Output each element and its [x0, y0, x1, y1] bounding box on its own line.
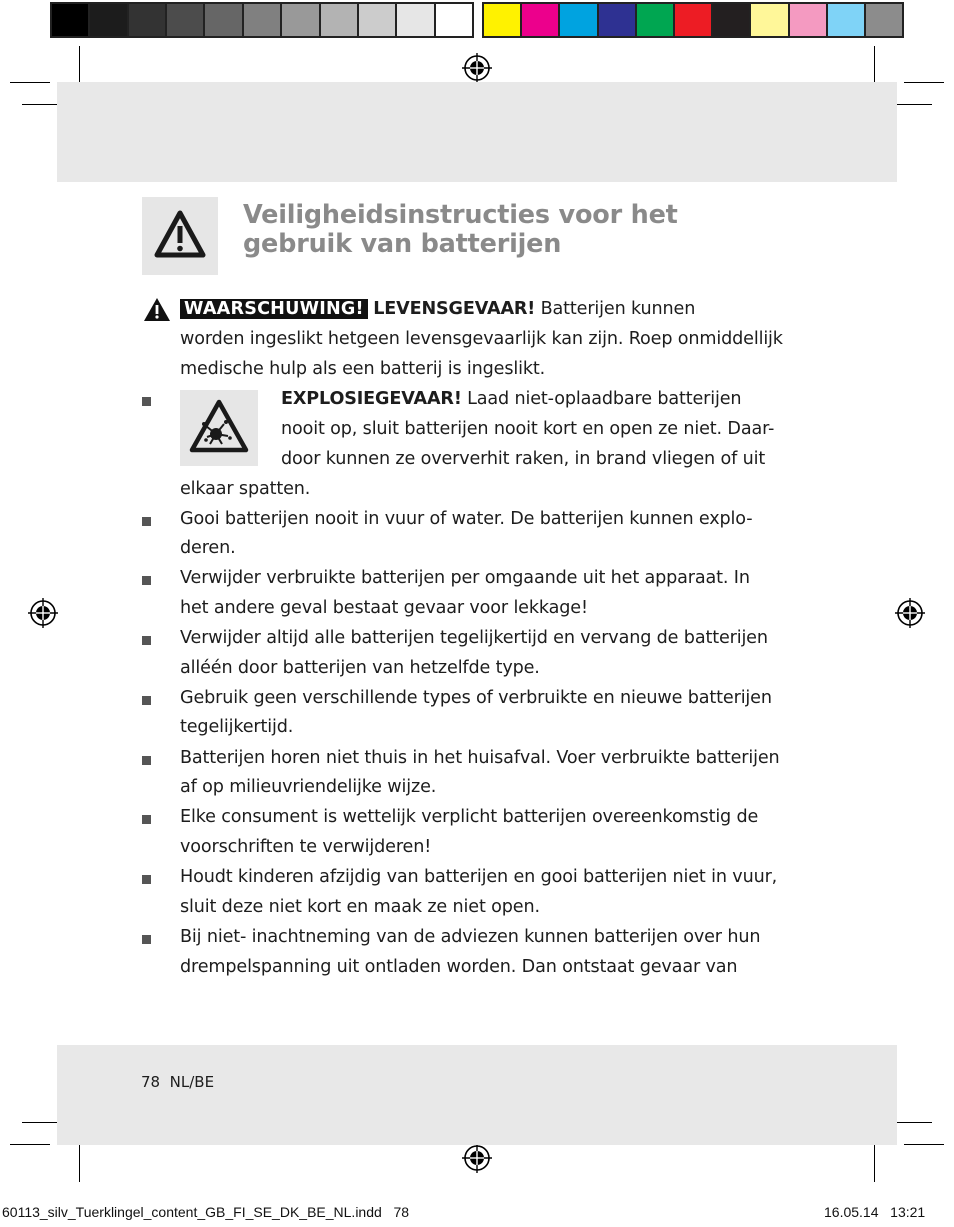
- gray-swatch: [129, 4, 167, 36]
- gray-swatch: [167, 4, 205, 36]
- crop-mark: [22, 1122, 58, 1123]
- list-item: Gebruik geen verschillende types of verbruikte en nieuwe batterijen: [180, 688, 772, 708]
- bullet: [142, 576, 151, 585]
- process-swatch: [675, 4, 713, 36]
- gray-swatch: [244, 4, 282, 36]
- header-band: [57, 82, 897, 182]
- registration-mark-icon: [28, 598, 58, 628]
- page-footer: [141, 1073, 214, 1091]
- crop-mark: [10, 1144, 50, 1145]
- bullet: [142, 815, 151, 824]
- process-swatch: [522, 4, 560, 36]
- process-swatch: [713, 4, 751, 36]
- warning-lead: LEVENSGEVAAR!: [373, 299, 536, 319]
- gray-swatch: [359, 4, 397, 36]
- list-item: tegelijkertijd.: [180, 717, 294, 737]
- warning-line: [180, 294, 695, 324]
- warning-triangle-icon: [142, 197, 218, 275]
- registration-mark-icon: [462, 53, 492, 83]
- section-title-line: gebruik van batterijen: [243, 229, 562, 259]
- registration-mark-icon: [895, 598, 925, 628]
- list-item: af op milieuvriendelijke wijze.: [180, 777, 437, 797]
- bullet: [142, 935, 151, 944]
- gray-swatch: [436, 4, 472, 36]
- section-title: [243, 201, 803, 259]
- list-item: Elke consument is wettelijk verplicht batterijen overeenkomstig de: [180, 807, 759, 827]
- warning-icon-box: [142, 197, 218, 275]
- explosion-icon-box: [180, 390, 258, 466]
- explosion-lead: EXPLOSIEGEVAAR!: [281, 389, 462, 409]
- crop-mark: [874, 1140, 875, 1182]
- list-item: Batterijen horen niet thuis in het huisafval. Voer verbruikte batterijen: [180, 748, 780, 768]
- gray-color-bar: [50, 2, 474, 38]
- page-number: 78: [141, 1073, 161, 1091]
- slug-file: [2, 1204, 409, 1220]
- gray-swatch: [397, 4, 435, 36]
- process-swatch: [828, 4, 866, 36]
- footer-band: [57, 1045, 897, 1145]
- list-item: Gooi batterijen nooit in vuur of water. De batterijen kunnen explo-: [180, 509, 753, 529]
- bullet: [142, 696, 151, 705]
- explosion-line: elkaar spatten.: [180, 479, 311, 499]
- warning-small-icon: [143, 297, 171, 322]
- crop-mark: [896, 1122, 932, 1123]
- explosion-line: nooit op, sluit batterijen nooit kort en open ze niet. Daar-: [281, 419, 775, 439]
- registration-mark-icon: [462, 1143, 492, 1173]
- list-item: alléén door batterijen van hetzelfde type.: [180, 658, 540, 678]
- section-title-line: Veiligheidsinstructies voor het: [243, 200, 678, 230]
- gray-swatch: [90, 4, 128, 36]
- gray-swatch: [52, 4, 90, 36]
- process-swatch: [560, 4, 598, 36]
- process-swatch: [866, 4, 902, 36]
- crop-mark: [22, 104, 58, 105]
- bullet: [142, 636, 151, 645]
- slug-date: 16.05.14: [824, 1204, 879, 1220]
- bullet: [142, 517, 151, 526]
- warning-tag: WAARSCHUWING!: [180, 299, 368, 319]
- crop-mark: [79, 1140, 80, 1182]
- slug-time: 13:21: [890, 1204, 926, 1220]
- bullet: [142, 397, 151, 406]
- process-swatch: [637, 4, 675, 36]
- process-color-bar: [482, 2, 904, 38]
- slug-filename: 60113_silv_Tuerklingel_content_GB_FI_SE_DK_BE_NL.indd: [2, 1204, 382, 1220]
- process-swatch: [790, 4, 828, 36]
- crop-mark: [10, 82, 50, 83]
- explosion-hazard-icon: [180, 390, 258, 466]
- slug-timestamp: [824, 1204, 925, 1220]
- gray-swatch: [205, 4, 243, 36]
- list-item: drempelspanning uit ontladen worden. Dan ontstaat gevaar van: [180, 957, 738, 977]
- process-swatch: [751, 4, 789, 36]
- crop-mark: [904, 1144, 944, 1145]
- bullet: [142, 875, 151, 884]
- crop-mark: [904, 82, 944, 83]
- slug-page: 78: [393, 1204, 410, 1220]
- list-item: Verwijder verbruikte batterijen per omgaande uit het apparaat. In: [180, 568, 750, 588]
- list-item: voorschriften te verwijderen!: [180, 837, 432, 857]
- warning-line: worden ingeslikt hetgeen levensgevaarlijk kan zijn. Roep onmiddellijk: [180, 329, 783, 349]
- list-item: deren.: [180, 538, 236, 558]
- list-item: het andere geval bestaat gevaar voor lekkage!: [180, 598, 588, 618]
- list-item: Houdt kinderen afzijdig van batterijen en gooi batterijen niet in vuur,: [180, 867, 778, 887]
- gray-swatch: [282, 4, 320, 36]
- gray-swatch: [321, 4, 359, 36]
- explosion-line: [281, 384, 741, 414]
- crop-mark: [896, 104, 932, 105]
- warning-text: Batterijen kunnen: [535, 299, 696, 319]
- warning-line: medische hulp als een batterij is ingeslikt.: [180, 359, 546, 379]
- bullet: [142, 756, 151, 765]
- process-swatch: [484, 4, 522, 36]
- explosion-text: Laad niet-oplaadbare batterijen: [461, 389, 742, 409]
- locale-label: NL/BE: [169, 1073, 215, 1091]
- list-item: Bij niet- inachtneming van de adviezen kunnen batterijen over hun: [180, 927, 761, 947]
- list-item: Verwijder altijd alle batterijen tegelijkertijd en vervang de batterijen: [180, 628, 768, 648]
- list-item: sluit deze niet kort en maak ze niet open.: [180, 897, 540, 917]
- process-swatch: [599, 4, 637, 36]
- explosion-line: door kunnen ze oververhit raken, in brand vliegen of uit: [281, 449, 766, 469]
